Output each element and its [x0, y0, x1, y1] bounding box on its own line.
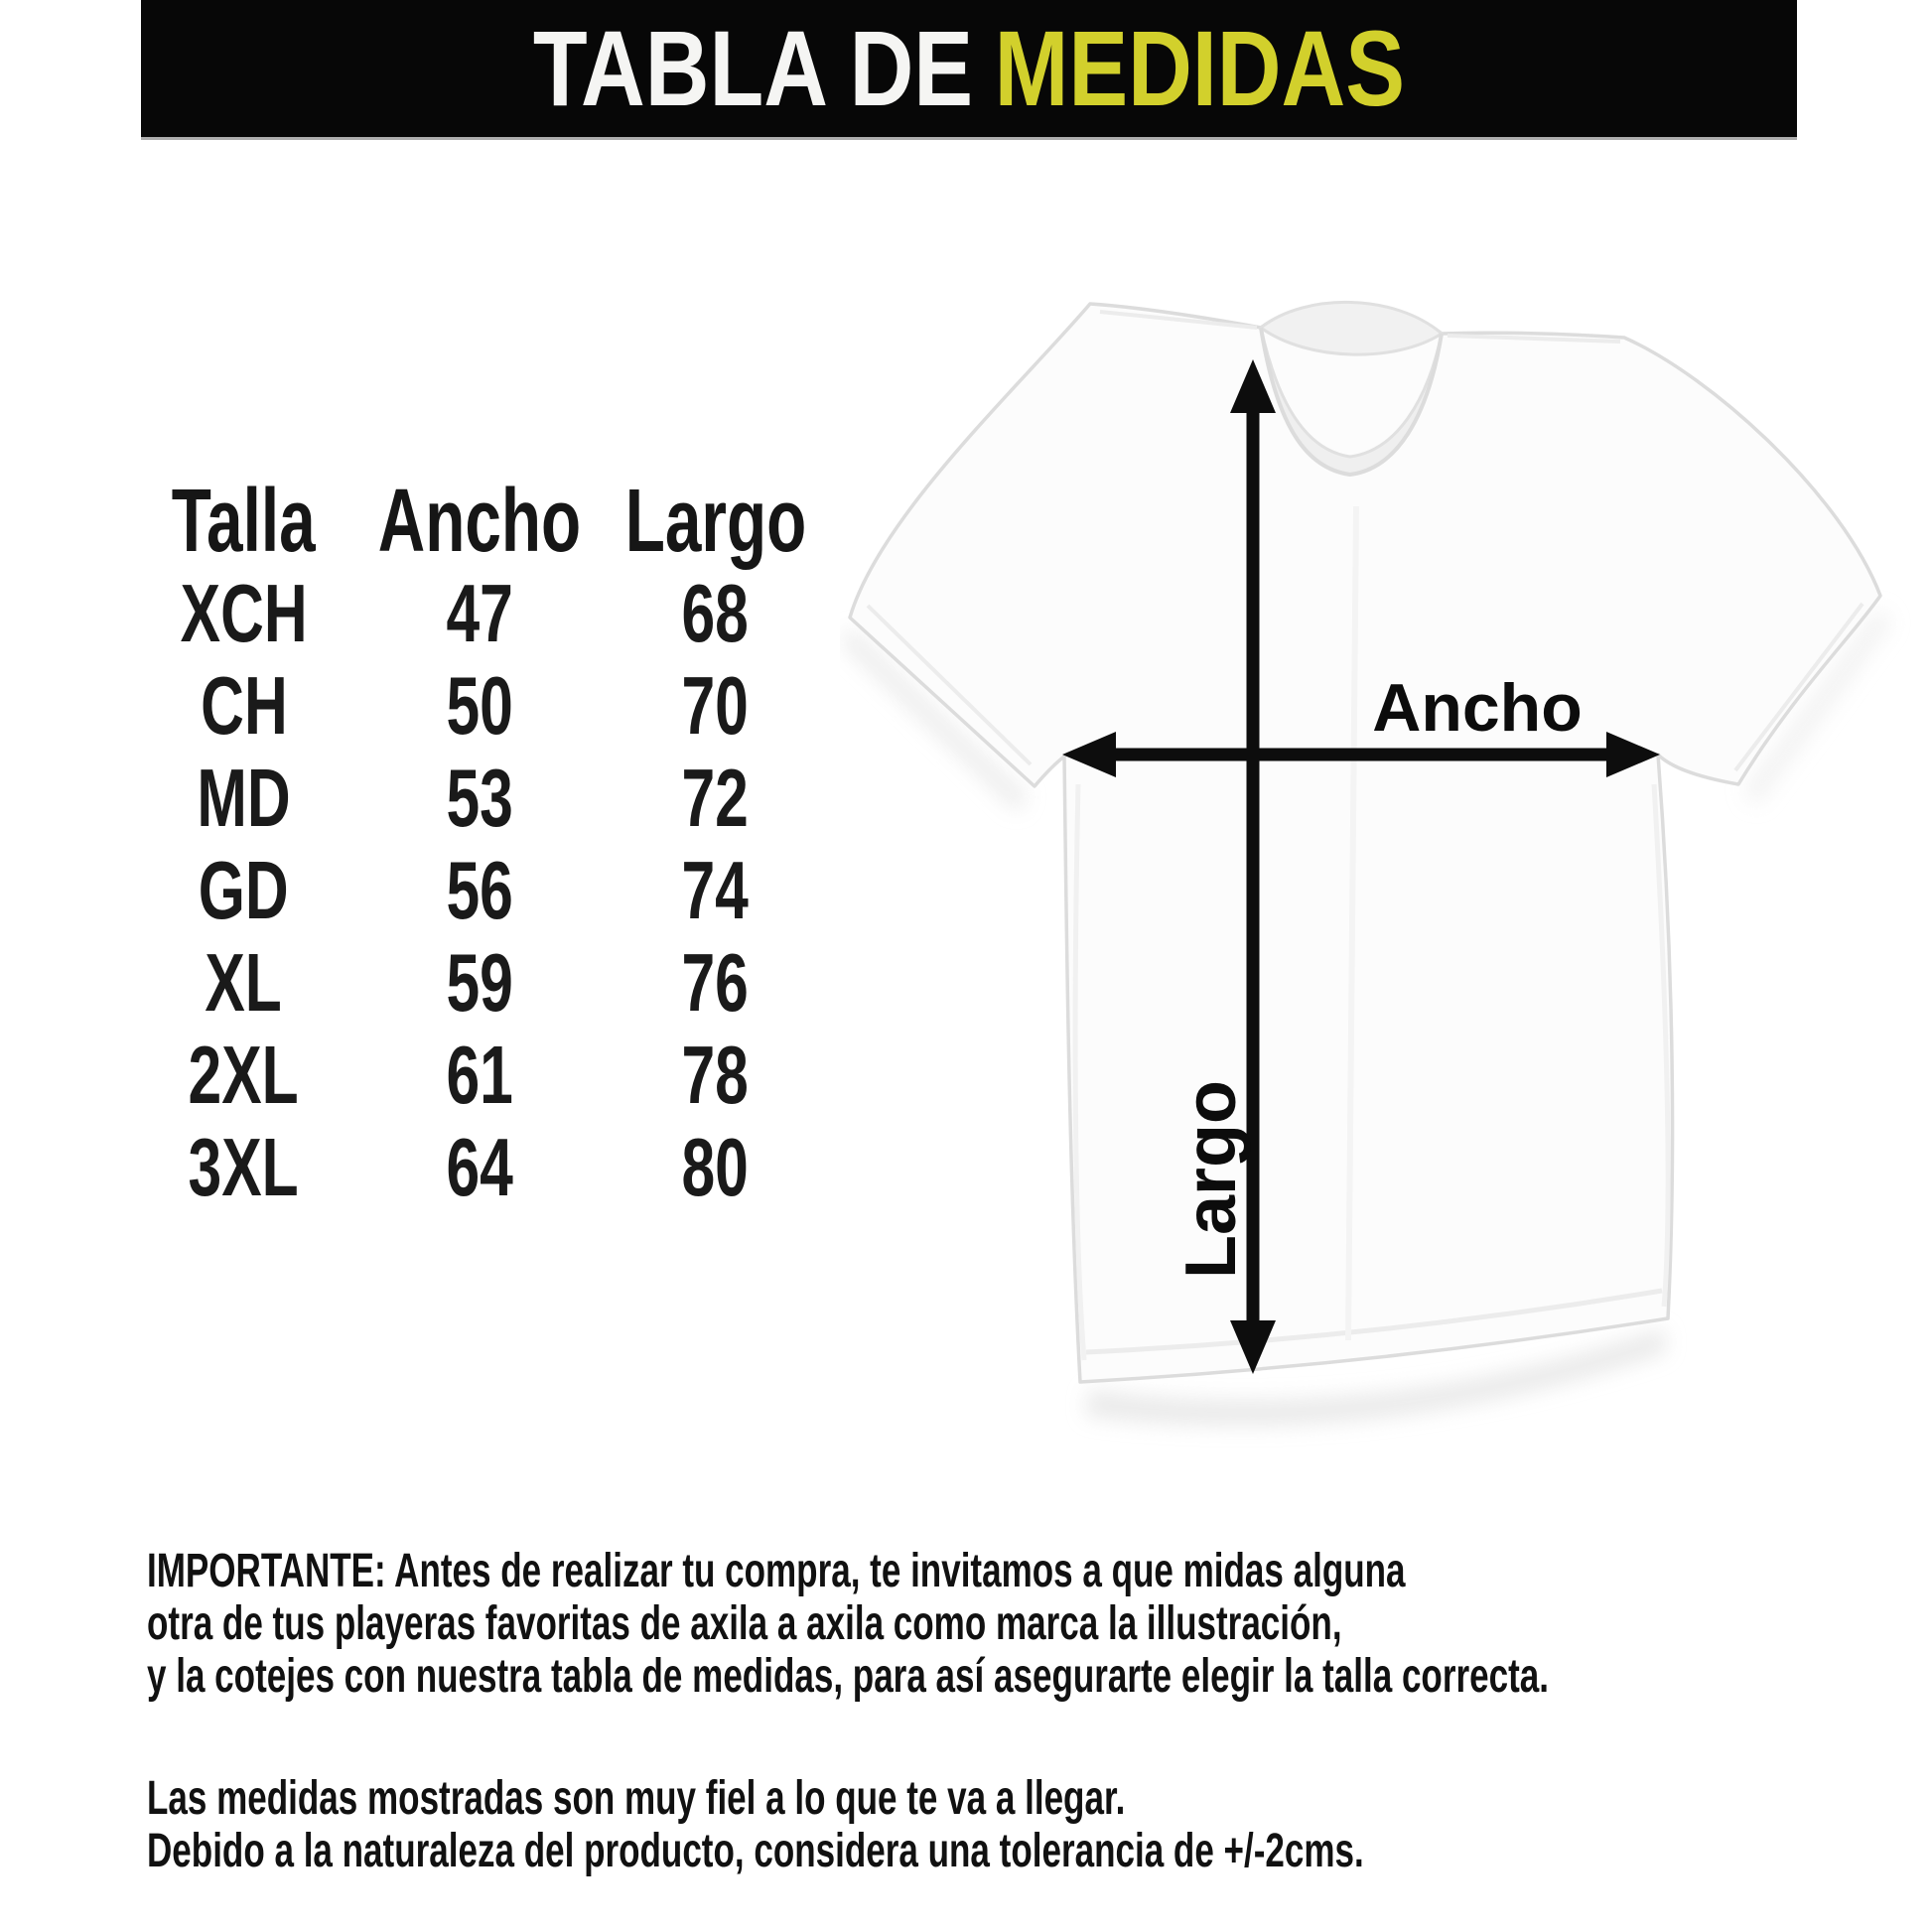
column-header-talla: Talla [172, 471, 316, 571]
tshirt-illustration [840, 268, 1932, 1469]
note-line: Las medidas mostradas son muy fiel a lo que te va a llegar. [147, 1772, 1126, 1825]
table-cell: CH [200, 659, 288, 752]
table-cell: XL [205, 936, 283, 1029]
table-cell: 64 [446, 1121, 513, 1213]
note-line: otra de tus playeras favoritas de axila a axila como marca la illustración, [147, 1597, 1342, 1650]
table-cell: 3XL [188, 1121, 300, 1213]
table-cell: 2XL [188, 1029, 300, 1121]
note-line: y la cotejes con nuestra tabla de medidas, para así asegurarte elegir la talla correcta. [147, 1650, 1549, 1703]
size-table [127, 471, 832, 1213]
table-cell: 74 [681, 844, 750, 936]
largo-label: Largo [1172, 1079, 1251, 1280]
table-cell: 50 [446, 659, 513, 752]
table-cell: 72 [681, 752, 750, 844]
table-cell: 47 [446, 567, 513, 659]
table-cell: 70 [681, 659, 750, 752]
table-cell: 78 [681, 1029, 750, 1121]
page-title [532, 8, 1406, 128]
notes-important [147, 1545, 1932, 1703]
title-accent: MEDIDAS [994, 8, 1406, 128]
table-cell: MD [197, 752, 291, 844]
tshirt-diagram [840, 268, 1932, 1469]
table-cell: 56 [446, 844, 513, 936]
column-header-ancho: Ancho [377, 471, 582, 571]
table-cell: 80 [681, 1121, 750, 1213]
table-cell: 76 [681, 936, 750, 1029]
table-cell: XCH [180, 567, 308, 659]
title-prefix: TABLA DE [532, 8, 974, 128]
table-cell: 68 [681, 567, 750, 659]
table-cell: GD [199, 844, 289, 936]
notes-tolerance [147, 1772, 1932, 1877]
table-cell: 61 [446, 1029, 513, 1121]
column-header-largo: Largo [624, 471, 806, 571]
note-line: IMPORTANTE: Antes de realizar tu compra, te invitamos a que midas alguna [147, 1545, 1406, 1597]
table-cell: 59 [446, 936, 513, 1029]
title-bar [141, 0, 1797, 140]
note-line: Debido a la naturaleza del producto, considera una tolerancia de +/-2cms. [147, 1825, 1364, 1877]
table-cell: 53 [446, 752, 513, 844]
notes-section [147, 1545, 1932, 1877]
ancho-label: Ancho [1372, 670, 1583, 746]
